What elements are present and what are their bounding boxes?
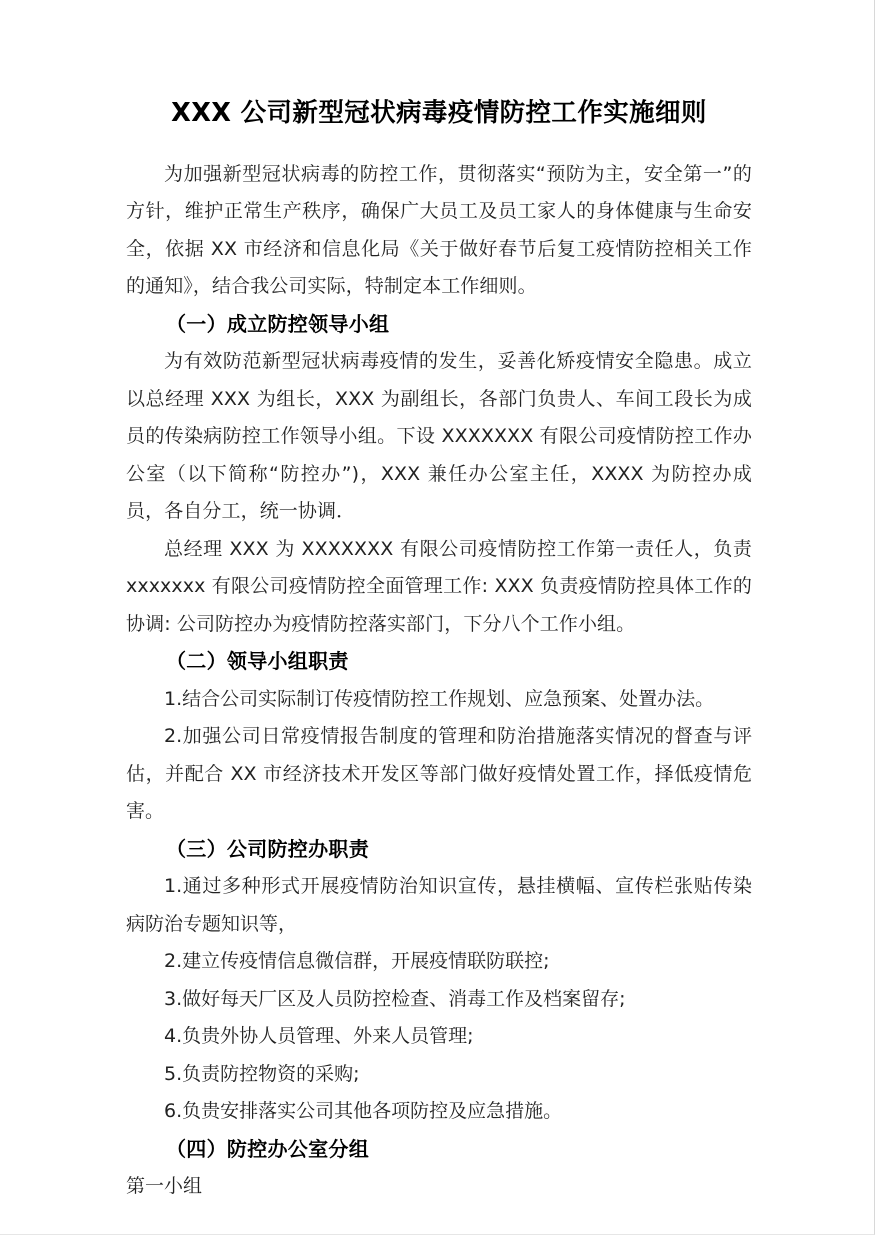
page-title: XXX 公司新型冠状病毒疫情防控工作实施细则 [171, 98, 707, 128]
section-heading-2: （二）领导小组职责 [166, 649, 349, 674]
section-3-item-1: 1.通过多种形式开展疫情防治知识宣传，悬挂横幅、宣传栏张贴传染病防治专题知识等， [126, 875, 752, 935]
section-heading-3: （三）公司防控办职责 [166, 836, 369, 861]
section-4-line-1: 第一小组 [126, 1175, 203, 1198]
section-3-item-6: 6.负贵安排落实公司其他各项防控及应急措施。 [164, 1100, 563, 1123]
section-heading-1: （一）成立防控领导小组 [166, 311, 390, 336]
intro-paragraph: 为加强新型冠状病毒的防控工作，贯彻落实“预防为主，安全第一”的方针，维护正常生产秩序，确保广大员工及员工家人的身体健康与生命安全，依据 XX 市经济和信息化局《关于做好春节后复工疫情防控相关工作的通知》，结合我公司实际，特制定本工作细则。 [126, 162, 752, 298]
section-1-paragraph-1: 为有效防范新型冠状病毒疫情的发生，妥善化矫疫情安全隐患。成立以总经理 XXX 为组长，XXX 为副组长，各部门负贵人、车间工段长为成员的传染病防控工作领导小组。下设 XXXXXXX 有限公司疫情防控工作办公室（以下简称“防控办”)，XXX 兼任办公室主任，XXXX 为防控办成员，各自分工，统一协调． [126, 350, 752, 523]
section-3-item-4: 4.负贵外协人员管理、外来人员管理; [164, 1025, 474, 1048]
document-content [126, 0, 752, 1206]
section-2-item-2: 2.加强公司日常疫情报告制度的管理和防治措施落实情况的督查与评估，并配合 XX 市经济技术开发区等部门做好疫情处置工作，择低疫情危害。 [126, 725, 752, 823]
section-3-item-2: 2.建立传疫情信息微信群，开展疫情联防联控; [164, 950, 550, 973]
section-1-paragraph-2: 总经理 XXX 为 XXXXXXX 有限公司疫情防控工作第一责任人，负责 xxxxxxx 有限公司疫情防控全面管理工作: XXX 负责疫情防控具体工作的协调: 公司防控办为疫情防控落实部门，下分八个工作小组。 [126, 537, 752, 635]
section-2-item-1: 1.结合公司实际制订传疫情防控工作规划、应急预案、处置办法。 [164, 687, 715, 710]
section-3-item-3: 3.做好每天厂区及人员防控检查、消毒工作及档案留存; [164, 987, 626, 1010]
section-3-item-5: 5.负责防控物资的采购; [164, 1062, 360, 1085]
section-heading-4: （四）防控办公室分组 [166, 1136, 369, 1161]
